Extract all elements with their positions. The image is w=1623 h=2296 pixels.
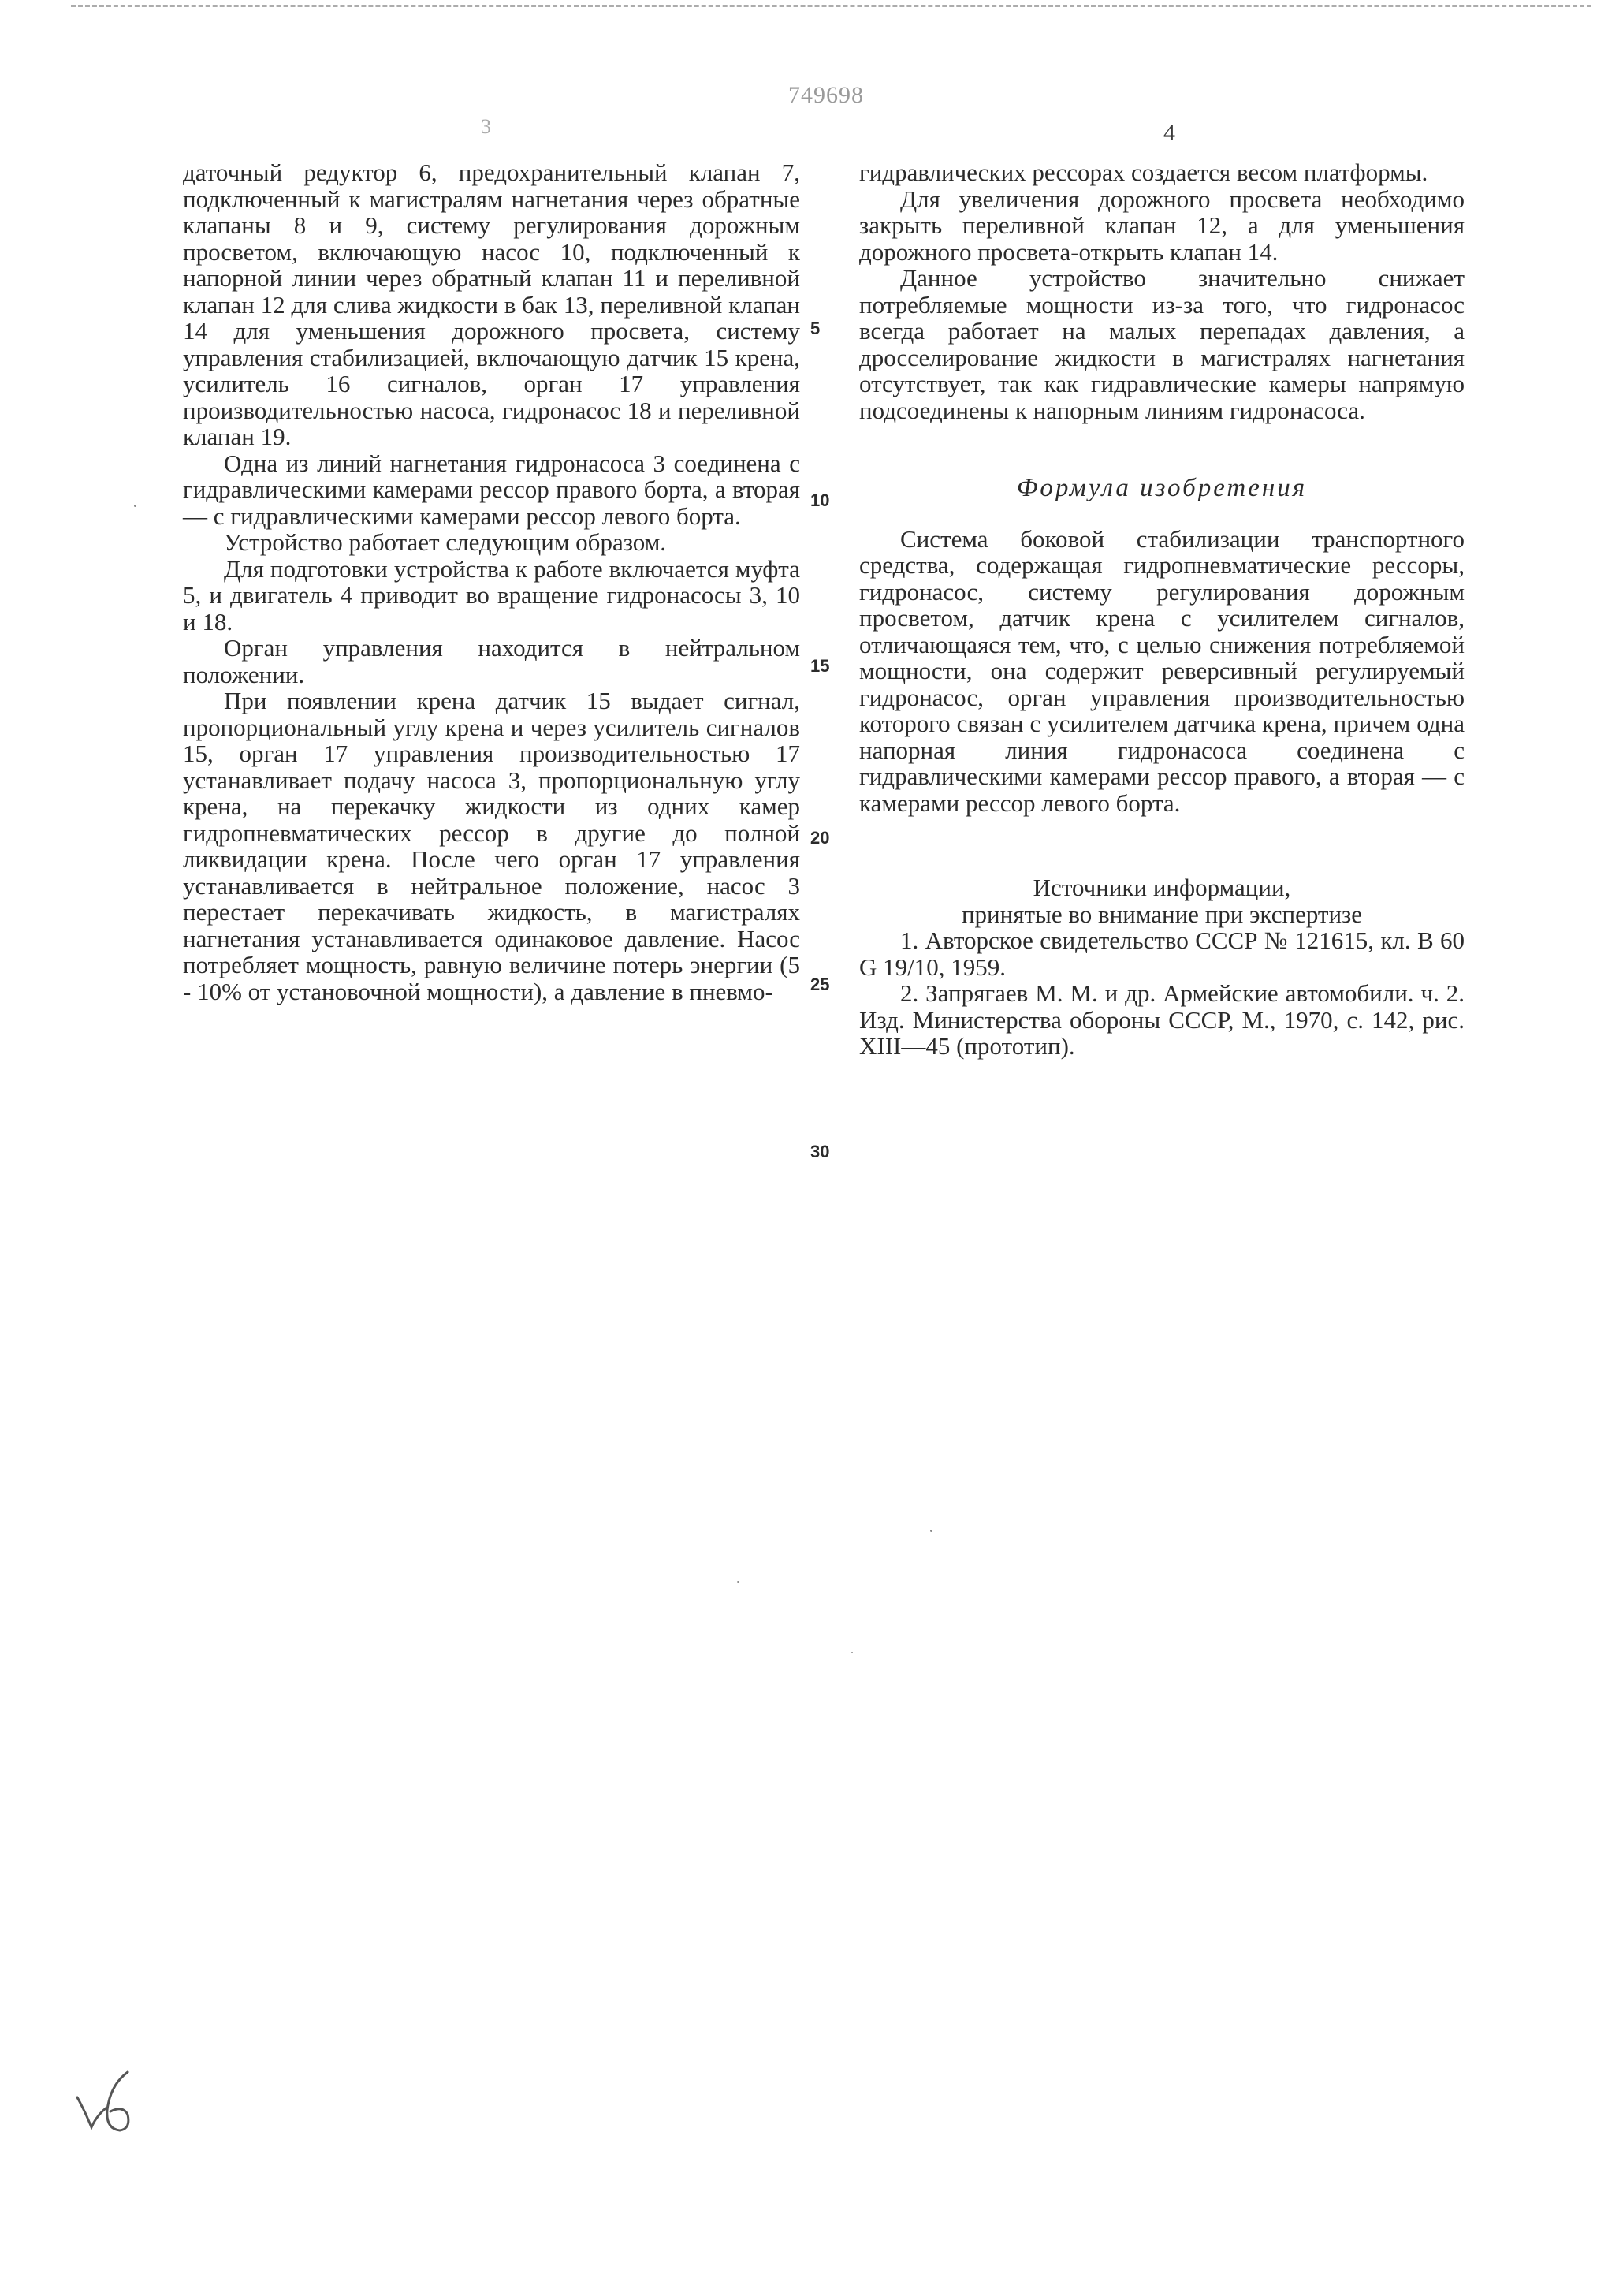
- source-item: 2. Запрягаев М. М. и др. Армейские автомобили. ч. 2. Изд. Министерства обороны СССР, М., 1970, с. 142, рис. XIII—45 (прототип).: [859, 979, 1465, 1060]
- line-marker: 15: [810, 656, 830, 676]
- line-marker: 10: [810, 490, 830, 510]
- paragraph: гидравлических рессорах создается весом платформы.: [859, 158, 1428, 186]
- scan-speck: [737, 1581, 739, 1583]
- line-marker: 5: [810, 319, 821, 338]
- paragraph: даточный редуктор 6, предохранительный клапан 7, подключенный к магистралям нагнетания через обратные клапаны 8 и 9, систему регулирования дорожным просветом, включающую насос 10, подключенный к напорной линии через обратный клапан 11 и переливной клапан 12 для слива жидкости в бак 13, переливной клапан 14 для уменьшения дорожного просвета, систему управления стабилизацией, включающую датчик 15 крена, усилитель 16 сигналов, орган 17 управления производительностью насоса, гидронасос 18 и переливной клапан 19.: [183, 158, 800, 450]
- sources-subheading: принятые во внимание при экспертизе: [961, 900, 1363, 928]
- formula-heading: Формула изобретения: [1016, 474, 1308, 502]
- paragraph: Данное устройство значительно снижает потребляемые мощности из-за того, что гидронасос всегда работает на малых перепадах давления, а дросселирование жидкости в магистралях нагнетания отсутствует, так как гидравлические камеры напрямую подсоединены к напорным линиям гидронасоса.: [859, 264, 1465, 424]
- paragraph: Одна из линий нагнетания гидронасоса 3 соединена с гидравлическими камерами рессор правого борта, а вторая — с гидравлическими камерами рессор левого борта.: [183, 449, 800, 530]
- claim-text: Система боковой стабилизации транспортного средства, содержащая гидропневматические рессоры, гидронасос, систему регулирования дорожным просветом, датчик крена с усилителем сигналов, отличающаяся тем, что, с целью снижения потребляемой мощности, она содержит реверсивный регулируемый гидронасос, орган управления производительностью которого связан с усилителем датчика крена, причем одна напорная линия гидронасоса соединена с гидравлическими камерами рессор правого, а вторая — с камерами рессор левого борта.: [859, 524, 1465, 817]
- paragraph: Устройство работает следующим образом.: [224, 528, 667, 556]
- right-column: [859, 159, 1465, 1060]
- sources-heading: Источники информации,: [1033, 874, 1291, 901]
- paragraph: Орган управления находится в нейтральном положении.: [183, 634, 800, 688]
- paragraph: Для увеличения дорожного просвета необходимо закрыть переливной клапан 12, а для уменьшения дорожного просвета-открыть клапан 14.: [859, 184, 1465, 266]
- page-number-right: 4: [1163, 120, 1175, 146]
- scan-speck: [134, 505, 136, 507]
- paragraph: При появлении крена датчик 15 выдает сигнал, пропорциональный углу крена и через усилитель сигналов 15, орган 17 управления производительностью 17 устанавливает подачу насоса 3, пропорциональную углу крена, на перекачку жидкости из одних камер гидропневматических рессор в другие до полной ликвидации крена. После чего орган 17 управления устанавливается в нейтральное положение, насос 3 перестает перекачивать жидкость, в магистралях нагнетания устанавливается одинаковое давление. Насос потребляет мощность, равную величине потерь энергии (5 - 10% от установочной мощности), а давление в пневмо-: [183, 687, 800, 1005]
- page-number-left: 3: [481, 115, 491, 138]
- scan-speck: [930, 1530, 932, 1532]
- left-column: [183, 159, 800, 1004]
- scan-edge-artifact: [71, 5, 1591, 12]
- line-marker: 30: [810, 1142, 830, 1161]
- source-item: 1. Авторское свидетельство СССР № 121615, кл. В 60 G 19/10, 1959.: [859, 926, 1465, 981]
- handwritten-mark: [55, 2066, 142, 2152]
- paragraph: Для подготовки устройства к работе включается муфта 5, и двигатель 4 приводит во вращение гидронасосы 3, 10 и 18.: [183, 554, 800, 636]
- document-number: 749698: [788, 82, 864, 108]
- scan-speck: [851, 1652, 853, 1653]
- line-marker: 25: [810, 975, 830, 994]
- line-marker: 20: [810, 828, 830, 848]
